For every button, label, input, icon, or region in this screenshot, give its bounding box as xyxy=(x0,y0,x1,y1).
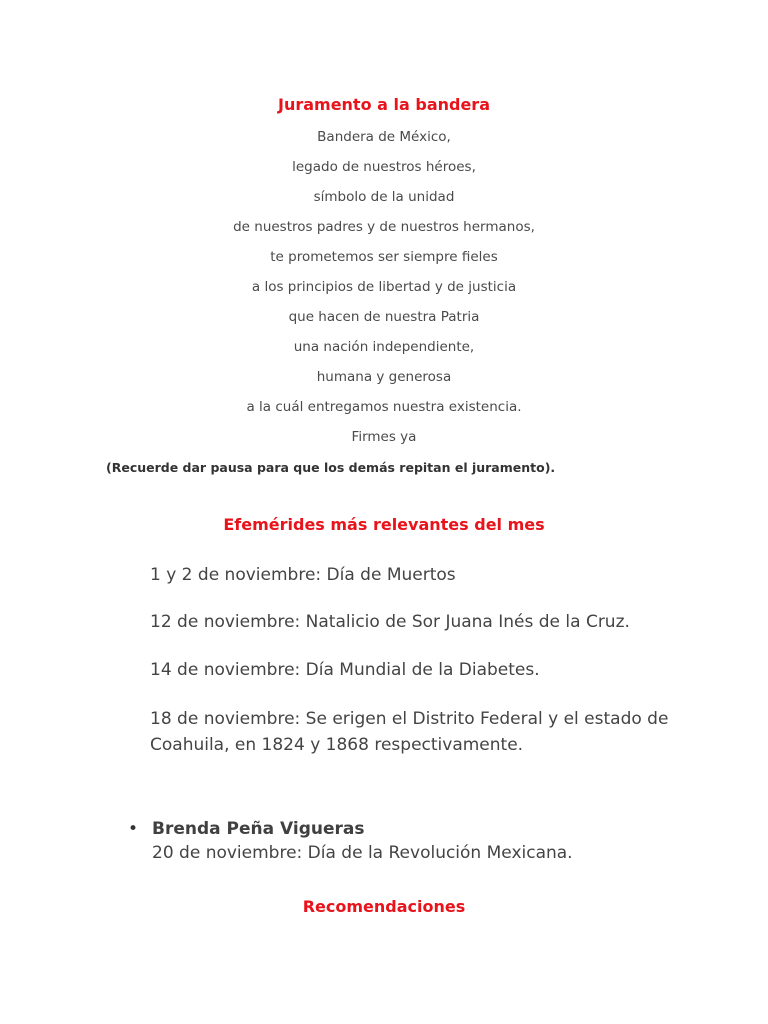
oath-line: que hacen de nuestra Patria xyxy=(288,309,480,325)
bullet-icon: • xyxy=(128,819,139,839)
oath-line: te prometemos ser siempre fieles xyxy=(270,249,498,265)
oath-line: a la cuál entregamos nuestra existencia. xyxy=(246,399,522,415)
ephemeris-item: 14 de noviembre: Día Mundial de la Diabetes. xyxy=(150,660,540,680)
ephemeris-item: 18 de noviembre: Se erigen el Distrito Federal y el estado de Coahuila, en 1824 y 1868 respectivamente. xyxy=(150,709,669,755)
oath-line: una nación independiente, xyxy=(293,339,475,355)
oath-line: legado de nuestros héroes, xyxy=(292,159,476,175)
oath-line: Firmes ya xyxy=(351,429,417,445)
oath-line: símbolo de la unidad xyxy=(313,189,455,205)
oath-line: Bandera de México, xyxy=(317,129,451,145)
oath-line: humana y generosa xyxy=(316,369,452,385)
ephemeris-item: 1 y 2 de noviembre: Día de Muertos xyxy=(150,565,456,585)
oath-title: Juramento a la bandera xyxy=(277,95,490,114)
oath-note: (Recuerde dar pausa para que los demás repitan el juramento). xyxy=(106,460,556,475)
recommendations-title: Recomendaciones xyxy=(302,897,466,916)
assigned-person-name: Brenda Peña Vigueras xyxy=(152,819,365,839)
assigned-person-event: 20 de noviembre: Día de la Revolución Mexicana. xyxy=(152,843,573,863)
ephemerides-title: Efemérides más relevantes del mes xyxy=(223,515,545,534)
oath-line: de nuestros padres y de nuestros hermanos, xyxy=(233,219,535,235)
ephemeris-item: 12 de noviembre: Natalicio de Sor Juana Inés de la Cruz. xyxy=(150,612,630,632)
oath-line: a los principios de libertad y de justicia xyxy=(251,279,517,295)
